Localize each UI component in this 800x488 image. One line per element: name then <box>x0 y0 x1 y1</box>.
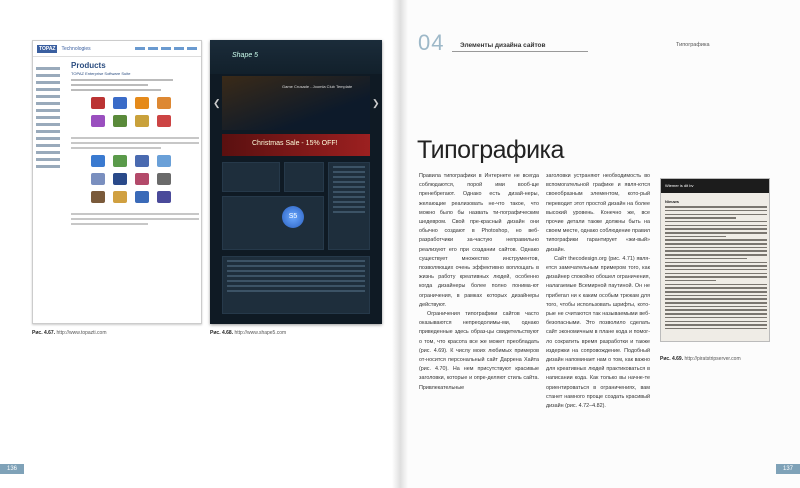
caption-number: Рис. 4.67. <box>32 330 56 336</box>
product-icon <box>113 173 127 185</box>
topaz-sidebar <box>36 63 66 172</box>
shape5-badge: S5 <box>282 206 304 228</box>
caption-number: Рис. 4.68. <box>210 330 234 336</box>
product-icon <box>157 115 171 127</box>
product-icon <box>135 191 149 203</box>
figure-topaz-screenshot <box>32 40 202 324</box>
page-number-right: 137 <box>776 464 800 474</box>
product-icon <box>91 115 105 127</box>
shape5-hero <box>222 76 370 130</box>
product-icon <box>113 115 127 127</box>
book-gutter <box>392 0 408 488</box>
figure-shape5-screenshot <box>210 40 382 324</box>
shape5-logo: Shape 5 <box>232 52 259 59</box>
figure-caption-shape5 <box>210 330 286 336</box>
running-head: Типографика <box>676 42 710 48</box>
paragraph: Сайт thecodesign.org (рис. 4.71) явля-ется замечательным примером того, как дизайнер спокойно обошел ограничения, налагаемые Всемирной паутиной. Он не прибегал ни к каким особым трюкам для того, чтобы использовать шрифты, кото-рые не считаются так называемыми веб-безопасными. Это позволило сделать сайт экономичным в плане кода и помог-ло сократить время разработки и также издержки на сопровождение. Подобный дизайн напоминает нам о том, как важно для креативных людей практиковаться в написании кода. Как только вы начне-те ориентироваться в ограничениях, вам станет намного проще создать красивый дизайн (рис. 4.72–4.82). <box>546 255 650 410</box>
caption-url: http://www.topazti.com <box>56 330 107 336</box>
product-icon <box>157 191 171 203</box>
paragraph: Ограничения типографики сайтов часто оказываются непреодолимы-ми, однако приведенные здесь образ-цы свидетельствуют о том, что красота все же может преобладать (рис. 4.69). К числу моих любимых примеров от-носится персональный сайт Даррена Хайта (рис. 4.70). На нем присутствуют красивые заголовки, которые и опре-деляют стиль сайта. Привлекательные <box>419 311 539 391</box>
topaz-header <box>33 41 201 57</box>
figure-caption-topaz <box>32 330 107 336</box>
section-number: 04 <box>418 30 445 55</box>
newspaper-body <box>665 197 767 332</box>
paragraph: Правила типографики в Интернете не всегда соблюдаются, порой ими вооб-ще пренебрегают. Однако есть дизай-неры, желающие реализовать не-что такое, что можно было бы назвать ти-пографическим шедевром. Свой пре-красный дизайн они обычно создают в Photoshop, но веб-разработчики за-частую неправильно реализуют его при создании сайтов. Однако существует множество инструментов, позволяющих очень эффективно воплощать в жизнь работу креативных людей, особенно когда дизайнеры более полно понима-ют ограничения, в рамках которых дизайнеры действуют. <box>419 173 539 308</box>
figure-newspaper-screenshot <box>660 178 770 342</box>
section-title: Элементы дизайна сайтов <box>460 42 546 49</box>
topaz-logo-sub: Technologies <box>61 45 91 52</box>
product-icon <box>135 115 149 127</box>
product-icon <box>135 173 149 185</box>
caption-number: Рис. 4.69. <box>660 356 684 362</box>
product-icon <box>113 191 127 203</box>
sale-banner: Christmas Sale - 15% OFF! <box>222 134 370 156</box>
topaz-title: Products <box>71 61 106 70</box>
product-icon <box>91 155 105 167</box>
text-column-2 <box>546 172 650 411</box>
caption-url: http://www.shape5.com <box>234 330 287 336</box>
product-icon <box>157 155 171 167</box>
product-icon <box>91 191 105 203</box>
product-icon <box>91 97 105 109</box>
product-icon <box>113 97 127 109</box>
chevron-left-icon: ❮ <box>213 98 221 108</box>
topaz-product-icons <box>91 97 199 127</box>
topaz-logo: TOPAZ <box>39 45 56 52</box>
topaz-nav <box>135 47 197 50</box>
chapter-heading: Типографика <box>417 136 564 164</box>
text-column-1 <box>419 172 539 393</box>
caption-url: http://piratstripserver.com <box>684 356 741 362</box>
product-icon <box>157 173 171 185</box>
chevron-right-icon: ❯ <box>372 98 380 108</box>
product-icon <box>135 155 149 167</box>
newspaper-masthead: Wiemer is dit bv <box>661 179 769 193</box>
topaz-main <box>71 61 199 228</box>
product-icon <box>157 97 171 109</box>
figure-caption-newspaper <box>660 356 741 362</box>
product-icon <box>135 97 149 109</box>
topaz-product-icons-2 <box>91 155 199 203</box>
section-rule <box>452 51 588 52</box>
product-icon <box>91 173 105 185</box>
product-icon <box>113 155 127 167</box>
page-number-left: 136 <box>0 464 24 474</box>
topaz-subtitle: TOPAZ Enterprise Software Suite <box>71 71 131 76</box>
newspaper-headline: Nieuws <box>665 199 680 204</box>
paragraph: заголовки устраняют необходимость во вспомогательной графике и явля-ются своеобразным элементом, кото-рый переводит этот простой дизайн на более высокий уровень. Конечно же, все прочие детали также должны быть на своем месте, однако соблюдение правил типографики гарантирует «жи-вый» дизайн. <box>546 173 650 253</box>
hero-text: Game Crusade - Joomla Club Template <box>282 84 353 89</box>
